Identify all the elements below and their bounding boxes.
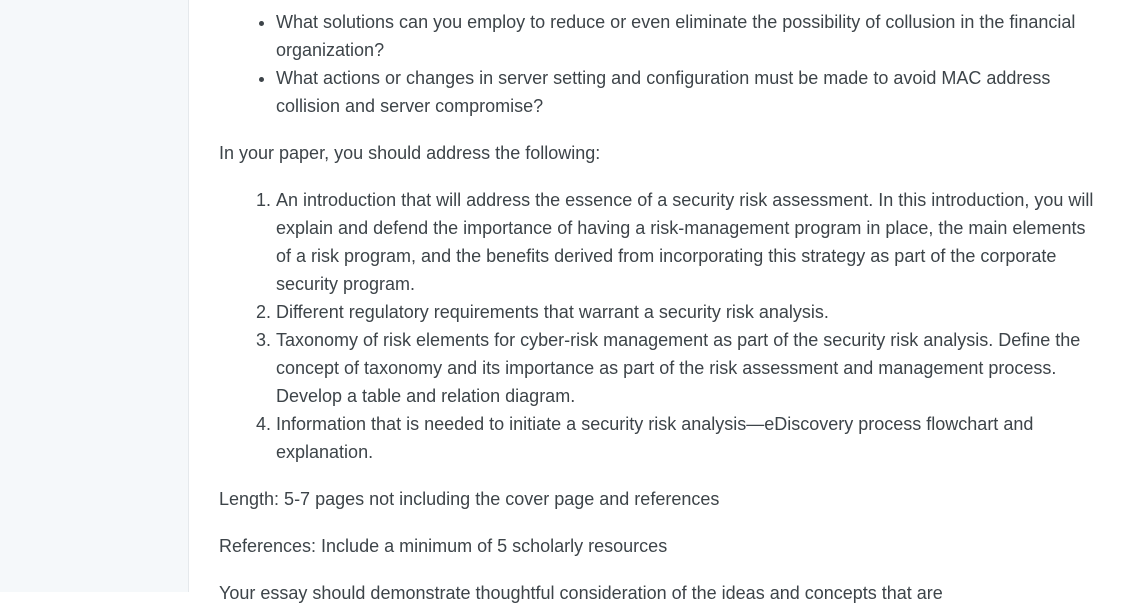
references-requirement: References: Include a minimum of 5 scholarly resources [219, 536, 668, 556]
list-item: 3. Taxonomy of risk elements for cyber-risk management as part of the security risk analysis. Define the concept of taxonomy and its importance as part of the risk assessment and management process. Develop a table and relation diagram. [276, 326, 1099, 410]
assignment-content [219, 0, 1099, 607]
instructions-intro: In your paper, you should address the following: [219, 143, 601, 163]
list-item: • What actions or changes in server setting and configuration must be made to avoid MAC address collision and server compromise? [276, 64, 1099, 120]
list-item: • What solutions can you employ to reduce or even eliminate the possibility of collusion in the financial organization? [276, 8, 1099, 64]
essay-guidance: Your essay should demonstrate thoughtful consideration of the ideas and concepts that are [219, 583, 943, 603]
left-sidebar [0, 0, 189, 592]
length-requirement: Length: 5-7 pages not including the cover page and references [219, 489, 720, 509]
question-list [219, 8, 1099, 120]
list-item: 1. An introduction that will address the essence of a security risk assessment. In this introduction, you will explain and defend the importance of having a risk-management program in place, the main elements of a risk program, and the benefits derived from incorporating this strategy as part of the corporate security program. [276, 186, 1099, 298]
requirements-list [219, 186, 1099, 466]
list-item: 2. Different regulatory requirements that warrant a security risk analysis. [276, 298, 1099, 326]
list-item: 4. Information that is needed to initiate a security risk analysis—eDiscovery process flowchart and explanation. [276, 410, 1099, 466]
